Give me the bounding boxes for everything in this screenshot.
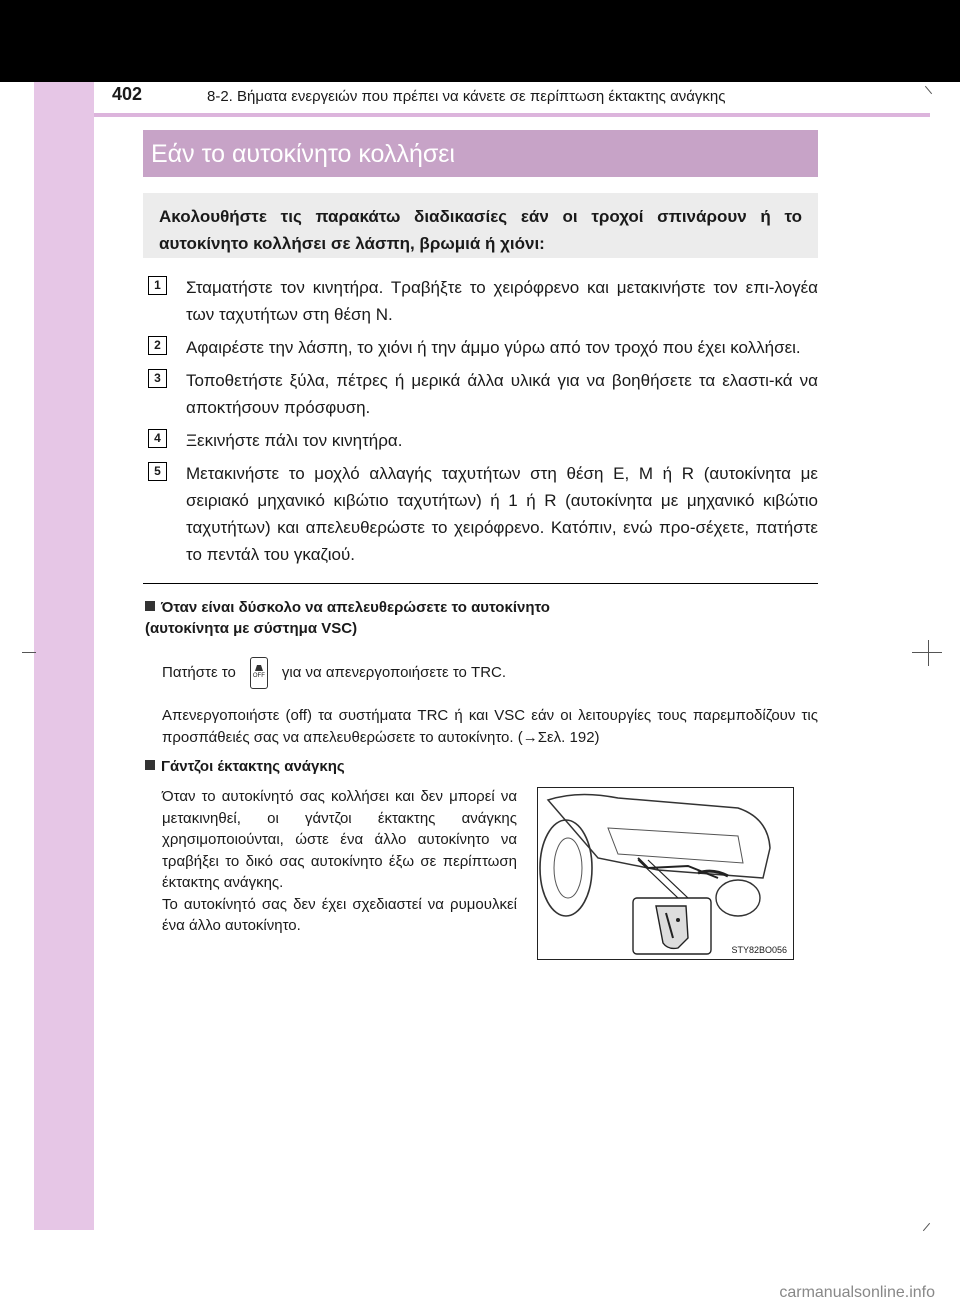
vsc-icon-label: OFF [252,673,265,680]
vsc-off-switch-icon [250,657,268,689]
vsc-note: Απενεργοποιήστε (off) τα συστήματα TRC ή και VSC εάν οι λειτουργίες τους παρεμποδίζουν τις προσπάθειές σας να απελευθερώσετε το αυτοκίνητο. (→Σελ. 192) [162,707,818,746]
step-number: 1 [148,276,167,295]
intro-box: Ακολουθήστε τις παρακάτω διαδικασίες εάν οι τροχοί σπινάρουν ή το αυτοκίνητο κολλήσει σε λάσπη, βρωμιά ή χιόνι: [143,193,818,258]
illustration-code: STY82BO056 [731,945,787,955]
crop-mark [928,640,929,666]
press-text-before: Πατήστε το [162,664,236,681]
page-number: 402 [112,84,143,104]
vsc-heading-line1: Όταν είναι δύσκολο να απελευθερώσετε το αυτοκίνητο [161,599,550,616]
hooks-text [162,786,517,937]
step-number: 2 [148,336,167,355]
bullet-square-icon [145,601,155,611]
bullet-square-icon [145,760,155,770]
vsc-heading-line2: (αυτοκίνητα με σύστημα VSC) [145,620,358,637]
hooks-heading: Γάντζοι έκτακτης ανάγκης [161,758,345,775]
tow-hook-illustration [537,787,794,960]
step-item [143,334,818,361]
step-item [143,427,818,454]
step-item [143,460,818,568]
chapter-sidebar-tab [34,82,94,1230]
crop-mark [925,86,932,94]
section-title: Εάν το αυτοκίνητο κολλήσει [143,130,818,177]
step-item [143,274,818,328]
step-item [143,367,818,421]
crop-mark [923,1223,930,1231]
step-text: Σταματήστε τον κινητήρα. Τραβήξτε το χειρόφρενο και μετακινήστε τον επι-λογέα των ταχυτήτων στη θέση N. [186,278,818,324]
step-number: 5 [148,462,167,481]
vsc-section-heading [145,597,815,639]
crop-mark [912,652,942,653]
car-underside-drawing [538,788,793,959]
header-rule [94,113,930,117]
steps-list [143,274,818,574]
step-number: 3 [148,369,167,388]
hooks-section-heading [145,756,645,777]
press-text-after: για να απενεργοποιήσετε το TRC. [281,664,507,681]
top-black-bar [0,0,960,82]
hooks-text-1: Όταν το αυτοκίνητό σας κολλήσει και δεν μπορεί να μετακινηθεί, οι γάντζοι έκτακτης ανάγκης χρησιμοποιούνται, ώστε ένα άλλο αυτοκίνητο να τραβήξει το δικό σας αυτοκίνητο έξω σε περίπτωση έκτακτης ανάγκης. [162,788,517,891]
section-divider [143,583,818,584]
step-text: Αφαιρέστε την λάσπη, το χιόνι ή την άμμο γύρω από τον τροχό που έχει κολλήσει. [186,338,801,357]
hooks-text-2: Το αυτοκίνητό σας δεν έχει σχεδιαστεί να ρυμουλκεί ένα άλλο αυτοκίνητο. [162,895,517,934]
step-text: Μετακινήστε το μοχλό αλλαγής ταχυτήτων στη θέση E, M ή R (αυτοκίνητα με σειριακό μηχανικό κιβώτιο ταχυτήτων) ή 1 ή R (αυτοκίνητα με μηχανικό κιβώτιο ταχυτήτων) και απελευθερώστε το χειρόφρενο. Κατόπιν, ενώ προ-σέχετε, πατήστε το πεντάλ του γκαζιού. [186,464,818,564]
vsc-press-instruction [162,656,818,690]
chapter-title: 8-2. Βήματα ενεργειών που πρέπει να κάνετε σε περίπτωση έκτακτης ανάγκης [207,88,726,105]
step-text: Τοποθετήστε ξύλα, πέτρες ή μερικά άλλα υλικά για να βοηθήσετε τα ελαστι-κά να αποκτήσουν πρόσφυση. [186,371,818,417]
step-number: 4 [148,429,167,448]
watermark: carmanualsonline.info [779,1284,935,1301]
crop-mark [22,652,36,653]
step-text: Ξεκινήστε πάλι τον κινητήρα. [186,431,403,450]
